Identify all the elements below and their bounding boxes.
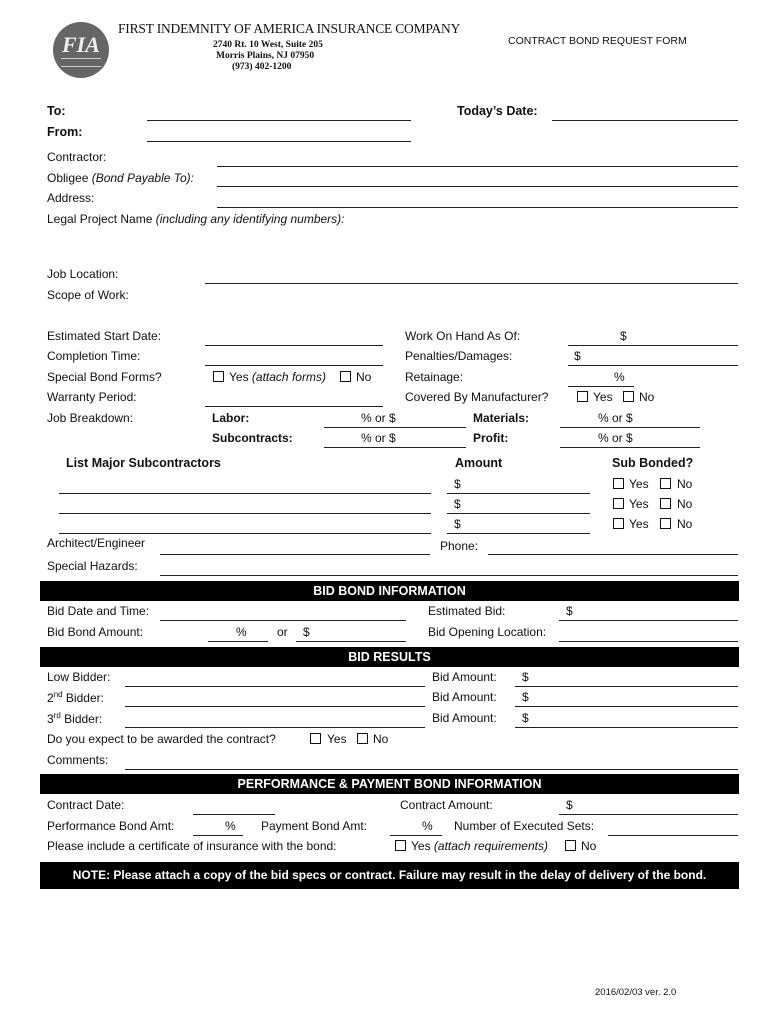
job-location-label: Job Location: [47,267,119,281]
sub-dollar-1: $ [454,477,461,491]
contract-date-label: Contract Date: [47,798,125,812]
insurance-label: Please include a certificate of insurance with the bond: [47,839,337,853]
materials-pct: % or $ [598,411,633,425]
subs-title: List Major Subcontractors [66,456,221,470]
hazards-label: Special Hazards: [47,559,138,573]
to-label: To: [47,104,66,118]
second-num: 2 [47,691,54,705]
special-forms-yes-label [229,370,326,384]
bid-opening-label: Bid Opening Location: [428,625,547,639]
sub-name-field-3[interactable] [59,533,431,534]
bid-dollar: $ [303,625,310,639]
special-forms-no-checkbox[interactable] [340,371,351,382]
expect-yes-label: Yes [327,732,347,746]
architect-field[interactable] [160,554,430,555]
bid-amount-dollar-3: $ [522,711,529,725]
low-bidder-label: Low Bidder: [47,670,111,684]
third-num: 3 [47,712,54,726]
insurance-yes-checkbox[interactable] [395,840,406,851]
pay-amt-label: Payment Bond Amt: [261,819,368,833]
executed-field[interactable] [608,835,738,836]
retainage-label: Retainage: [405,370,464,384]
expect-yes-checkbox[interactable] [310,733,321,744]
work-on-hand-label: Work On Hand As Of: [405,329,521,343]
bid-amount-label-3: Bid Amount: [432,711,497,725]
materials-field[interactable] [560,427,700,428]
warranty-label: Warranty Period: [47,390,137,404]
completion-field[interactable] [205,365,383,366]
bid-amount-label-2: Bid Amount: [432,690,497,704]
company-address2: Morris Plains, NJ 07950 [216,51,315,61]
perf-pct: % [225,819,236,833]
todays-date-field[interactable] [552,120,738,121]
covered-no-checkbox[interactable] [623,391,634,402]
sub-dollar-3: $ [454,517,461,531]
second-sup: nd [53,690,63,699]
covered-yes-label: Yes [593,390,613,404]
penalties-dollar: $ [574,349,581,363]
contractor-label: Contractor: [47,150,107,164]
yes-text: Yes [229,370,249,384]
subcontracts-label: Subcontracts: [212,431,293,445]
attach-forms-text: (attach forms) [251,370,326,384]
contract-amount-dollar: $ [566,798,573,812]
completion-label: Completion Time: [47,349,141,363]
todays-date-label: Today’s Date: [457,104,538,118]
profit-field[interactable] [560,447,700,448]
executed-label: Number of Executed Sets: [454,819,595,833]
subs-amount-header: Amount [455,456,503,470]
profit-pct: % or $ [598,431,633,445]
company-address1: 2740 Rt. 10 West, Suite 205 [213,40,323,50]
materials-label: Materials: [473,411,530,425]
work-on-hand-field[interactable] [568,345,738,346]
covered-no-label: No [639,390,655,404]
project-note: (including any identifying numbers): [155,212,345,226]
bid-date-label: Bid Date and Time: [47,604,150,618]
bid-results-bar: BID RESULTS [40,647,739,667]
sub-yes-label-1: Yes [629,477,649,491]
bid-amount-label-1: Bid Amount: [432,670,497,684]
third-bidder-field[interactable] [125,727,425,728]
sub-amount-field-1[interactable] [447,493,590,494]
note-bar: NOTE: Please attach a copy of the bid specs or contract. Failure may result in the delay of delivery of the bond. [40,862,739,889]
perf-amt-field[interactable] [193,835,243,836]
start-date-label: Estimated Start Date: [47,329,162,343]
start-date-field[interactable] [205,345,383,346]
contract-amount-field[interactable] [559,814,738,815]
expect-no-checkbox[interactable] [357,733,368,744]
bid-pct-field[interactable] [208,641,268,642]
sub-no-label-2: No [677,497,693,511]
obligee-note: (Bond Payable To): [91,171,194,185]
logo-stripes [61,58,101,67]
contract-date-field[interactable] [193,814,275,815]
sub-yes-checkbox-2[interactable] [613,498,624,509]
bid-amount-dollar-2: $ [522,690,529,704]
subcontracts-pct: % or $ [361,431,396,445]
perf-amt-label: Performance Bond Amt: [47,819,175,833]
architect-label: Architect/Engineer [47,536,146,550]
labor-label: Labor: [212,411,250,425]
subcontracts-field[interactable] [324,447,466,448]
estimated-bid-field[interactable] [559,620,738,621]
third-sup: rd [53,711,61,720]
phone-label: Phone: [440,539,479,553]
contract-amount-label: Contract Amount: [400,798,493,812]
third-bidder-label [47,711,102,726]
insurance-yes-label [411,839,548,853]
third-rest: Bidder: [60,712,103,726]
job-location-field[interactable] [205,283,738,284]
company-phone: (973) 402-1200 [232,62,292,72]
attach-req-text: (attach requirements) [433,839,548,853]
bid-amount-label: Bid Bond Amount: [47,625,144,639]
sub-no-checkbox-3[interactable] [660,518,671,529]
bid-amount-field-2[interactable] [515,706,738,707]
phone-field[interactable] [488,554,738,555]
to-field[interactable] [147,120,411,121]
hazards-field[interactable] [160,575,738,576]
retainage-field[interactable] [568,386,634,387]
project-text: Legal Project Name [47,212,156,226]
penalties-field[interactable] [568,365,738,366]
sub-yes-label-2: Yes [629,497,649,511]
form-title: CONTRACT BOND REQUEST FORM [508,35,687,47]
scope-label: Scope of Work: [47,288,129,302]
bid-bond-bar: BID BOND INFORMATION [40,581,739,601]
pay-amt-field[interactable] [390,835,442,836]
sub-no-checkbox-2[interactable] [660,498,671,509]
obligee-field[interactable] [217,186,738,187]
estimated-bid-label: Estimated Bid: [428,604,506,618]
pay-pct: % [422,819,433,833]
bid-pct: % [236,625,247,639]
labor-field[interactable] [324,427,466,428]
expect-no-label: No [373,732,389,746]
logo [53,22,109,78]
company-name: FIRST INDEMNITY OF AMERICA INSURANCE COMPANY [118,21,461,36]
logo-text: FIA [62,32,100,57]
obligee-label [47,171,194,185]
insurance-no-checkbox[interactable] [565,840,576,851]
special-forms-no-label: No [356,370,372,384]
special-forms-label: Special Bond Forms? [47,370,162,384]
sub-name-field-2[interactable] [59,513,431,514]
sub-no-label-1: No [677,477,693,491]
bid-amount-field-3[interactable] [515,727,738,728]
sub-yes-label-3: Yes [629,517,649,531]
sub-amount-field-3[interactable] [447,533,590,534]
comments-label: Comments: [47,753,109,767]
special-forms-yes-checkbox[interactable] [213,371,224,382]
sub-no-checkbox-1[interactable] [660,478,671,489]
sub-yes-checkbox-3[interactable] [613,518,624,529]
subs-bonded-header: Sub Bonded? [612,456,694,470]
address-label: Address: [47,191,95,205]
covered-label: Covered By Manufacturer? [405,390,549,404]
sub-amount-field-2[interactable] [447,513,590,514]
comments-field[interactable] [125,769,738,770]
from-field[interactable] [147,141,411,142]
second-bidder-field[interactable] [125,706,425,707]
bid-opening-field[interactable] [559,641,738,642]
expect-label: Do you expect to be awarded the contract? [47,732,276,746]
retainage-pct: % [614,370,625,384]
obligee-text: Obligee [47,171,92,185]
covered-yes-checkbox[interactable] [577,391,588,402]
contractor-field[interactable] [217,166,738,167]
sub-name-field-1[interactable] [59,493,431,494]
bid-dollar-field[interactable] [296,641,406,642]
warranty-field[interactable] [205,406,383,407]
profit-label: Profit: [473,431,509,445]
breakdown-label: Job Breakdown: [47,411,134,425]
low-bidder-field[interactable] [125,686,425,687]
perf-bar: PERFORMANCE & PAYMENT BOND INFORMATION [40,774,739,794]
estimated-bid-dollar: $ [566,604,573,618]
project-label [47,212,345,226]
from-label: From: [47,125,83,139]
bid-amount-dollar-1: $ [522,670,529,684]
labor-pct: % or $ [361,411,396,425]
work-on-hand-dollar: $ [620,329,627,343]
sub-yes-checkbox-1[interactable] [613,478,624,489]
sub-dollar-2: $ [454,497,461,511]
bid-or: or [277,625,288,639]
footer-version: 2016/02/03 ver. 2.0 [595,987,677,998]
address-field[interactable] [217,207,738,208]
insurance-yes-text: Yes [411,839,431,853]
bid-date-field[interactable] [160,620,406,621]
sub-no-label-3: No [677,517,693,531]
bid-amount-field-1[interactable] [515,686,738,687]
insurance-no-label: No [581,839,597,853]
second-bidder-label [47,690,104,705]
penalties-label: Penalties/Damages: [405,349,513,363]
second-rest: Bidder: [62,691,104,705]
